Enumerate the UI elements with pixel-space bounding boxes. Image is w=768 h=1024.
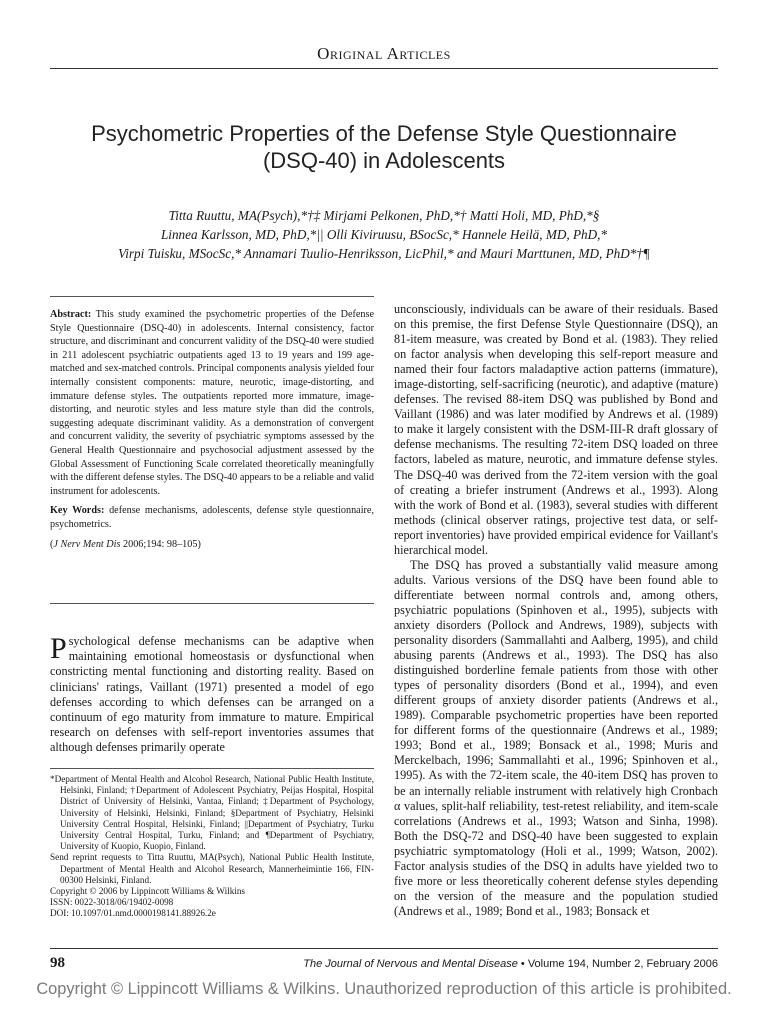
doi-note: DOI: 10.1097/01.nmd.0000198141.88926.2e xyxy=(50,908,216,919)
author-line-2: Linnea Karlsson, MD, PhD,*|| Olli Kiviruusu, BSocSc,* Hannele Heilä, MD, PhD,* xyxy=(160,227,608,242)
footnotes xyxy=(50,774,374,920)
copyright-note: Copyright © 2006 by Lippincott Williams & Wilkins xyxy=(50,886,246,897)
keywords-label: Key Words: xyxy=(50,505,105,517)
intro-text: sychological defense mechanisms can be adaptive when maintaining emotional homeostasis or dysfunctional when constricting mental functioning and distorting reality. Based on clinicians' ratings, Vaillant (1971) presented a model of ego defenses according to which defenses can be arranged on a continuum of ego maturity from immature to mature. Empirical research on defenses with self-report inventories assumes that although defenses primarily operate xyxy=(50,634,374,755)
author-list xyxy=(40,206,728,263)
keywords-paragraph xyxy=(50,504,374,531)
footer-divider xyxy=(50,948,718,949)
abstract xyxy=(50,308,374,557)
footnote-divider xyxy=(50,768,374,769)
page-number: 98 xyxy=(50,955,65,971)
right-paragraph-2: The DSQ has proved a substantially valid measure among adults. Various versions of the DSQ have been found able to differentiate between normal controls and, among others, psychiatric populations (Spinhoven et al., 1995), subjects with anxiety disorders (Pollock and Andrews, 1989), subjects with personality disorders (Sammallahti and Aalberg, 1995), and child abusing parents (Andrews et al., 1993). The DSQ has also distinguished borderline female patients from those with other types of personality disorders (Bond et al., 1994), and even different groups of anxiety disorder patients (Andrews et al., 1989). Comparable psychometric properties have been reported for different forms of the questionnaire (Andrews et al., 1989; 1993; Bond et al., 1989; Bonsack et al., 1998; Muris and Merckelbach, 1996; Sammallahti et al., 1996; Spinhoven et al., 1995). As with the 72-item scale, the 40-item DSQ has proven to be an internally reliable instrument with relatively high Cronbach α values, split-half reliability, test-retest reliability, and item-scale correlations (Andrews et al., 1993; Watson and Sinha, 1998). Both the DSQ-72 and DSQ-40 have been suggested to explain psychiatric symptomatology (Holi et al., 1999; Watson, 2002). Factor analysis studies of the DSQ in adults have yielded two to five more or less theoretically coherent defense styles depending on the version of the measure and the population studied (Andrews et al., 1989; Bond et al., 1983; Bonsack et xyxy=(394,557,718,918)
abstract-text: This study examined the psychometric properties of the Defense Style Questionnaire (DSQ-40) in adolescents. Internal consistency, factor structure, and discriminant and concurrent validity of the DSQ-40 were studied in 211 adolescent psychiatric outpatients aged 13 to 19 years and 199 age-matched and sex-matched controls. Principal components analysis yielded four internally consistent components: mature, neurotic, image-distorting, and immature defense styles. The outpatients reported more immature, image-distorting, and neurotic styles and less mature style than did the controls, suggesting adequate discriminant validity. As a demonstration of convergent and concurrent validity, the severity of psychiatric symptoms assessed by the General Health Questionnaire and psychosocial adjustment assessed by the Global Assessment of Functioning Scale correlated theoretically meaningfully with the different defense styles. The DSQ-40 appears to be a reliable and valid instrument for adolescents. xyxy=(50,309,374,497)
intro-section xyxy=(50,634,374,756)
author-line-3: Virpi Tuisku, MSocSc,* Annamari Tuulio-Henriksson, LicPhil,* and Mauri Marttunen, MD, PhD*†¶ xyxy=(118,246,650,261)
intro-paragraph xyxy=(50,634,374,756)
issn-note: ISSN: 0022-3018/06/19402-0098 xyxy=(50,897,174,908)
abstract-label: Abstract: xyxy=(50,309,92,320)
right-column xyxy=(394,302,718,919)
affiliations-note: *Department of Mental Health and Alcohol Research, National Public Health Institute, Helsinki, Finland; †Department of Adolescent Psychiatry, Peijas Hospital, Hospital District of University of Helsinki, Vantaa, Finland; ‡Department of Psychology, University of Helsinki, Helsinki, Finland; §Department of Psychiatry, Helsinki University Central Hospital, Helsinki, Finland; ||Department of Psychiatry, Turku University Central Hospital, Turku, Finland; and ¶Department of Psychiatry, University of Kuopio, Kuopio, Finland. xyxy=(50,774,374,852)
journal-name: The Journal of Nervous and Mental Disease xyxy=(303,958,518,970)
author-line-1: Titta Ruuttu, MA(Psych),*†‡ Mirjami Pelkonen, PhD,*† Matti Holi, MD, PhD,*§ xyxy=(168,208,600,223)
journal-footer xyxy=(303,958,718,970)
keywords-text: defense mechanisms, adolescents, defense style questionnaire, psychometrics. xyxy=(50,505,374,530)
article-title xyxy=(40,120,728,174)
section-divider xyxy=(50,68,718,69)
right-paragraph-1: unconsciously, individuals can be aware of their residuals. Based on this premise, the first Defense Style Questionnaire (DSQ), an 81-item measure, was created by Bond et al. (1983). They relied on factor analysis when developing this self-report measure and named their four factors maladaptive action patterns (immature), image-distorting, self-sacrificing (neurotic), and adaptive (mature) defenses. The revised 88-item DSQ was published by Bond and Vaillant (1986) and was later modified by Andrews et al. (1989) to make it largely consistent with the DSM-III-R draft glossary of defense mechanisms. The resulting 72-item DSQ loaded on three factors, labeled as mature, neurotic, and immature defense styles. The DSQ-40 was derived from the 72-item version with the goal of creating a briefer instrument (Andrews et al., 1993). Along with the work of Bond et al. (1983), several studies with different methods (clinical observer ratings, projective test data, or self-report inventories) have provided empirical evidence for Vaillant's hierarchical model. xyxy=(394,302,718,557)
section-label: Original Articles xyxy=(317,44,451,63)
citation-details: 2006;194: 98–105) xyxy=(123,538,201,550)
journal-issue: • Volume 194, Number 2, February 2006 xyxy=(517,958,718,970)
drop-cap: P xyxy=(50,632,67,665)
abstract-paragraph xyxy=(50,308,374,498)
copyright-banner: Copyright © Lippincott Williams & Wilkins. Unauthorized reproduction of this article is prohibited. xyxy=(36,980,732,998)
reprints-note: Send reprint requests to Titta Ruuttu, MA(Psych), National Public Health Institute, Department of Mental Health and Alcohol Research, Mannerheimintie 166, FIN-00300 Helsinki, Finland. xyxy=(50,852,374,885)
citation: (J Nerv Ment Dis 2006;194: 98–105) xyxy=(50,538,201,550)
title-line-1: Psychometric Properties of the Defense Style Questionnaire xyxy=(91,121,677,146)
citation-journal: J Nerv Ment Dis xyxy=(53,538,121,550)
title-line-2: (DSQ-40) in Adolescents xyxy=(262,148,506,173)
